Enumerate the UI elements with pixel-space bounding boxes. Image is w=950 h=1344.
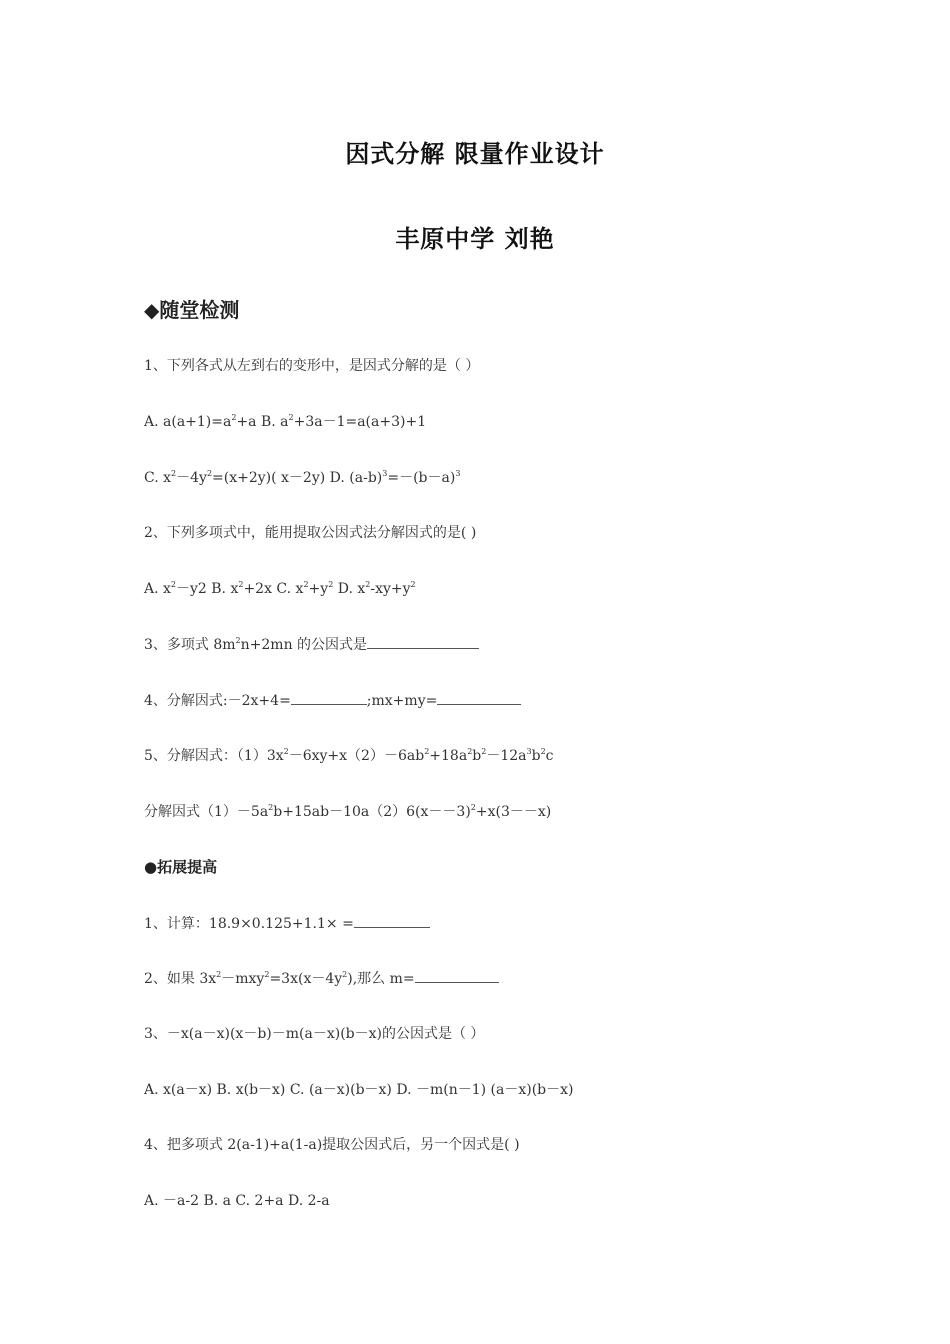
question-4: 4、分解因式:－2x+4= ;mx+my= (144, 690, 521, 710)
question-1-options-cd: C. $x^2-4y^2=(x+2y)$( x－2y) D. $(a-b)^3=-(b-a)^3$ (144, 469, 461, 486)
answer-blank[interactable] (437, 692, 521, 705)
answer-blank[interactable] (415, 970, 499, 983)
answer-blank[interactable] (291, 692, 367, 705)
answer-blank[interactable] (367, 636, 479, 649)
section-heading-extension: ●拓展提高 (144, 858, 218, 876)
question-1-options-ab: A. $a(a+1)=a^2+a$ B. $a^2+3a-1=a(a+3)+1$ (144, 413, 427, 430)
question-5: 5、分解因式：$(1)3x^2-6xy+x(2)-6ab^2+18a^2b^2-12a^3b^2c$ (144, 747, 554, 764)
document-title: 因式分解 限量作业设计 (345, 140, 605, 168)
question-3: 3、多项式 $8m^2n+2mn$ 的公因式是 (144, 634, 479, 654)
answer-blank[interactable] (354, 915, 430, 928)
question-2-stem: 2、下列多项式中，能用提取公因式法分解因式的是( ) (144, 525, 477, 541)
extension-question-4-stem: 4、把多项式 2(a-1)+a(1-a)提取公因式后，另一个因式是( ) (144, 1137, 520, 1153)
extension-question-3-stem: 3、－x(a－x)(x－b)－m(a－x)(b－x)的公因式是（ ） (144, 1026, 485, 1042)
extension-question-3-options: A. x(a－x) B. x(b－x) C. (a－x)(b－x) D. －m(n－1) (a－x)(b－x) (144, 1082, 574, 1098)
section-heading-practice: ◆随堂检测 (144, 298, 240, 322)
question-1-stem: 1、下列各式从左到右的变形中，是因式分解的是（ ） (144, 358, 480, 374)
question-2-options: A. $x^2-y2$ B. $x^2+2x$ C. $x^2+y^2$ D. $x^2-xy+y^2$ (144, 580, 416, 597)
extension-question-1: 1、计算：18.9×0.125+1.1× = (144, 913, 430, 933)
extension-question-4-options: A. －a-2 B. a C. 2+a D. 2-a (144, 1193, 330, 1209)
author-line: 丰原中学 刘艳 (395, 225, 555, 253)
question-6: 分解因式$(1)-5a^2b+15ab-10a(2)6(x--3)^2+x(3--x)$ (144, 803, 552, 820)
extension-question-2: 2、如果 $3x^2-mxy^2=3x(x-4y^2)$,那么 m= (144, 968, 499, 988)
